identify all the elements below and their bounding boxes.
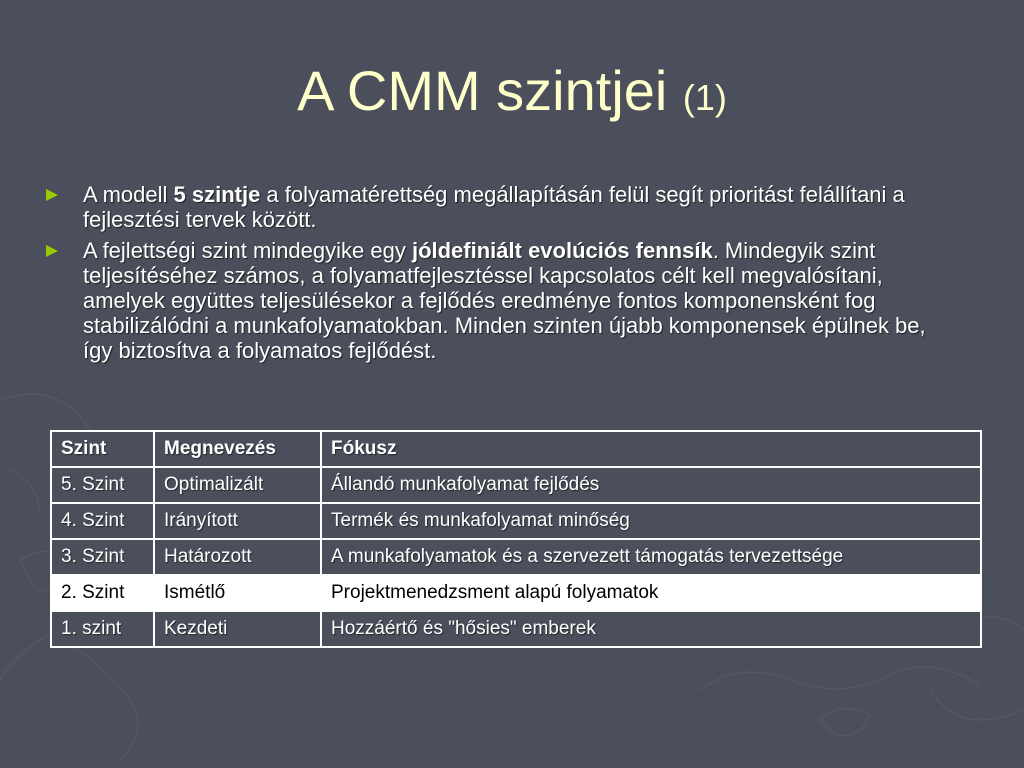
slide-title-main: A CMM szintjei [297,59,668,122]
table-cell: Irányított [154,503,321,539]
bullet-item [46,182,946,232]
bullet-text-pre: A modell [83,182,174,207]
bullet-list [46,182,946,369]
table-cell: Állandó munkafolyamat fejlődés [321,467,981,503]
table-cell: Projektmenedzsment alapú folyamatok [321,575,981,611]
bullet-text-post: . Mindegyik szint teljesítéséhez számos, a folyamatfejlesztéssel kapcsolatos célt kell megvalósítani, amelyek együttes teljesülésekor a fejlődés eredménye fontos komponensként fog stabilizálódni a munkafolyamatokban. Minden szinten újabb komponensek épülnek be, így biztosítva a folyamatos fejlődést. [83,238,926,363]
table-row [51,503,981,539]
slide-title-sub: (1) [682,77,727,118]
table-header-cell: Megnevezés [154,431,321,467]
table-cell: Termék és munkafolyamat minőség [321,503,981,539]
table-header-cell: Szint [51,431,154,467]
table-cell: 5. Szint [51,467,154,503]
table-cell: 2. Szint [51,575,154,611]
bullet-text-bold: jóldefiniált evolúciós fennsík [411,238,713,263]
table-row [51,467,981,503]
table-row [51,611,981,647]
table-cell: A munkafolyamatok és a szervezett támogatás tervezettsége [321,539,981,575]
bullet-text-bold: 5 szintje [173,182,261,207]
bullet-text-pre: A fejlettségi szint mindegyike egy [83,238,412,263]
table-cell: 4. Szint [51,503,154,539]
table-header-row [51,431,981,467]
table-cell: Hozzáértő és "hősies" emberek [321,611,981,647]
table-cell: Határozott [154,539,321,575]
table-cell: Optimalizált [154,467,321,503]
bullet-item [46,238,946,363]
table-cell: Ismétlő [154,575,321,611]
table-cell: 1. szint [51,611,154,647]
bullet-text-post: a folyamatérettség megállapításán felül segít prioritást felállítani a fejlesztési tervek között. [83,182,905,232]
table-cell: Kezdeti [154,611,321,647]
bullet-arrow-icon [46,245,58,257]
table-cell: 3. Szint [51,539,154,575]
table-row-highlighted [51,575,981,611]
slide-title [0,58,1024,131]
cmm-levels-table [50,430,982,648]
table-row [51,539,981,575]
bullet-arrow-icon [46,189,58,201]
table-header-cell: Fókusz [321,431,981,467]
